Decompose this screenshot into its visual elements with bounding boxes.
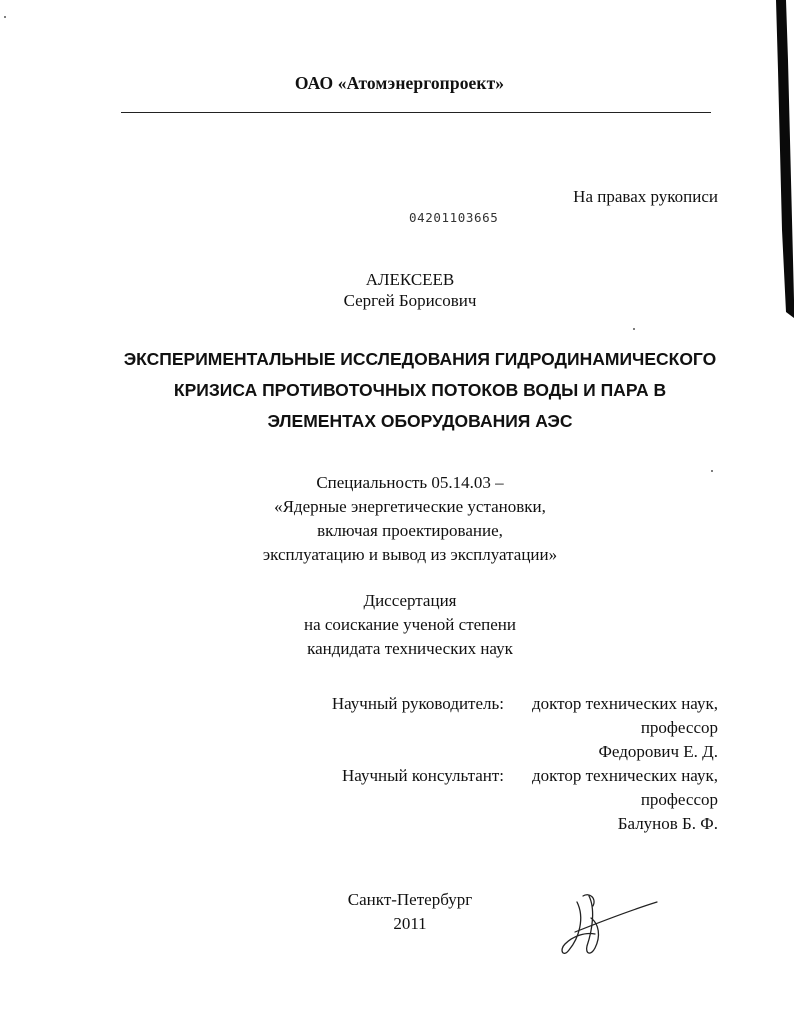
thesis-degree-line: Диссертация xyxy=(363,591,457,610)
specialty-line: «Ядерные энергетические установки, xyxy=(274,497,546,516)
footer-place-year xyxy=(0,888,799,936)
signature-mark xyxy=(555,888,665,968)
consultant-name: Балунов Б. Ф. xyxy=(617,814,718,833)
footer-year: 2011 xyxy=(393,914,427,933)
consultant-degree: доктор технических наук, xyxy=(531,766,718,785)
specialty-line: включая проектирование, xyxy=(317,521,503,540)
manuscript-rights-note: На правах рукописи xyxy=(573,187,718,206)
specialty-line: эксплуатацию и вывод из эксплуатации» xyxy=(262,545,558,564)
thesis-degree-line: кандидата технических наук xyxy=(307,639,513,658)
document-code: 04201103665 xyxy=(409,210,499,225)
thesis-degree-block xyxy=(100,589,720,661)
thesis-title-line: ЭЛЕМЕНТАХ ОБОРУДОВАНИЯ АЭС xyxy=(267,411,573,431)
thesis-title-line: ЭКСПЕРИМЕНТАЛЬНЫЕ ИССЛЕДОВАНИЯ ГИДРОДИНАМИЧЕСКОГО xyxy=(123,349,717,369)
consultant-rank: профессор xyxy=(640,790,718,809)
scan-edge-shadow xyxy=(774,0,796,320)
supervisor-label: Научный руководитель: xyxy=(331,694,504,713)
organization-name: ОАО «Атомэнергопроект» xyxy=(294,73,505,93)
scan-speck xyxy=(711,470,713,472)
footer-city: Санкт-Петербург xyxy=(347,890,473,909)
thesis-title-line: КРИЗИСА ПРОТИВОТОЧНЫХ ПОТОКОВ ВОДЫ И ПАРА В xyxy=(173,380,667,400)
specialty-line: Специальность 05.14.03 – xyxy=(316,473,504,492)
scan-speck xyxy=(633,328,635,330)
header-divider xyxy=(121,112,711,113)
thesis-degree-line: на соискание ученой степени xyxy=(303,615,517,634)
supervisor-name: Федорович Е. Д. xyxy=(598,742,718,761)
author-name: Сергей Борисович xyxy=(343,291,477,310)
specialty-block xyxy=(100,471,720,567)
supervisor-degree: доктор технических наук, xyxy=(531,694,718,713)
scan-speck xyxy=(4,16,6,18)
author-surname: АЛЕКСЕЕВ xyxy=(365,270,455,289)
supervisor-rank: профессор xyxy=(640,718,718,737)
consultant-label: Научный консультант: xyxy=(342,766,504,785)
thesis-title xyxy=(80,344,760,437)
